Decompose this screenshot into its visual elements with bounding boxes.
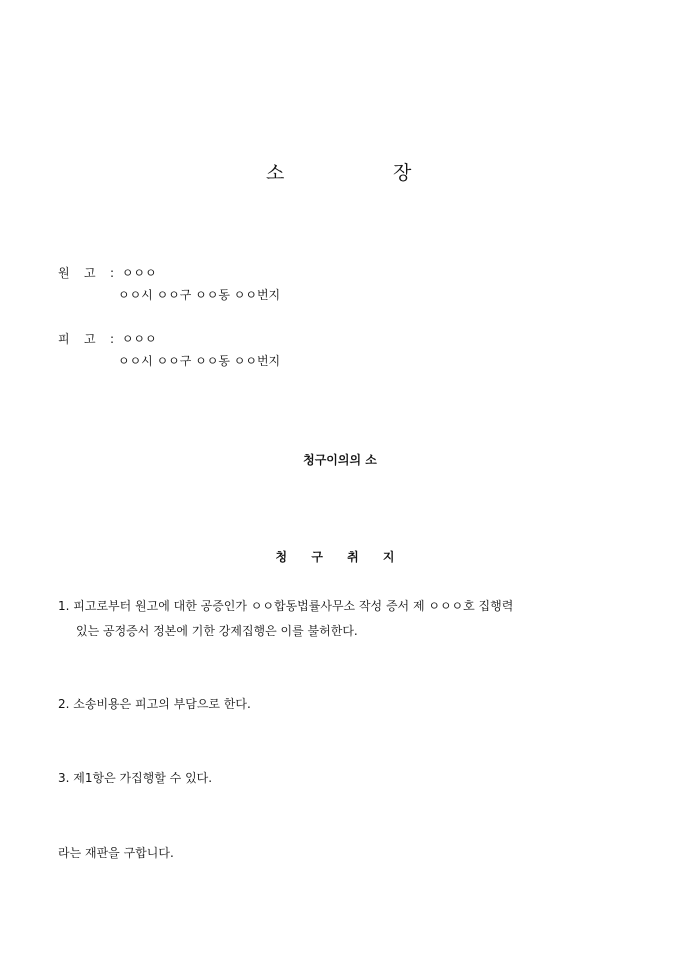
- title-char-1: 소: [266, 162, 285, 184]
- claim-2-line-1: 2. 소송비용은 피고의 부담으로 한다.: [58, 697, 251, 711]
- claim-item-1: [58, 594, 628, 644]
- title-char-2: 장: [393, 162, 412, 184]
- defendant-role: [58, 328, 110, 350]
- defendant-colon: :: [110, 332, 115, 346]
- defendant-address: ㅇㅇ시 ㅇㅇ구 ㅇㅇ동 ㅇㅇ번지: [118, 354, 281, 368]
- claim-item-3: [58, 766, 628, 791]
- case-name: 청구이의의 소: [303, 453, 377, 467]
- defendant-role-char-1: 피: [58, 332, 70, 346]
- claim-1-line-2: 있는 공정증서 정본에 기한 강제집행은 이를 불허한다.: [76, 624, 358, 638]
- plaintiff-role-char-2: 고: [84, 266, 96, 280]
- plaintiff-row: [58, 262, 280, 284]
- plaintiff-colon: :: [110, 266, 115, 280]
- claim-3-line-1: 3. 제1항은 가집행할 수 있다.: [58, 771, 213, 785]
- plaintiff-role-char-1: 원: [58, 266, 70, 280]
- defendant-role-char-2: 고: [84, 332, 96, 346]
- plaintiff-name: ㅇㅇㅇ: [121, 266, 157, 280]
- plaintiff-role: [58, 262, 110, 284]
- claim-1-line-1: 1. 피고로부터 원고에 대한 공증인가 ㅇㅇ합동법률사무소 작성 증서 제 ㅇㅇㅇ호 집행력: [58, 599, 514, 613]
- plaintiff-block: [58, 262, 280, 306]
- plaintiff-address: ㅇㅇ시 ㅇㅇ구 ㅇㅇ동 ㅇㅇ번지: [118, 288, 281, 302]
- document-title: [0, 158, 680, 184]
- defendant-name: ㅇㅇㅇ: [121, 332, 157, 346]
- defendant-block: [58, 328, 280, 372]
- claim-item-2: [58, 692, 628, 717]
- closing-statement: 라는 재판을 구합니다.: [58, 846, 174, 860]
- defendant-row: [58, 328, 280, 350]
- claim-heading: 청 구 취 지: [275, 550, 405, 564]
